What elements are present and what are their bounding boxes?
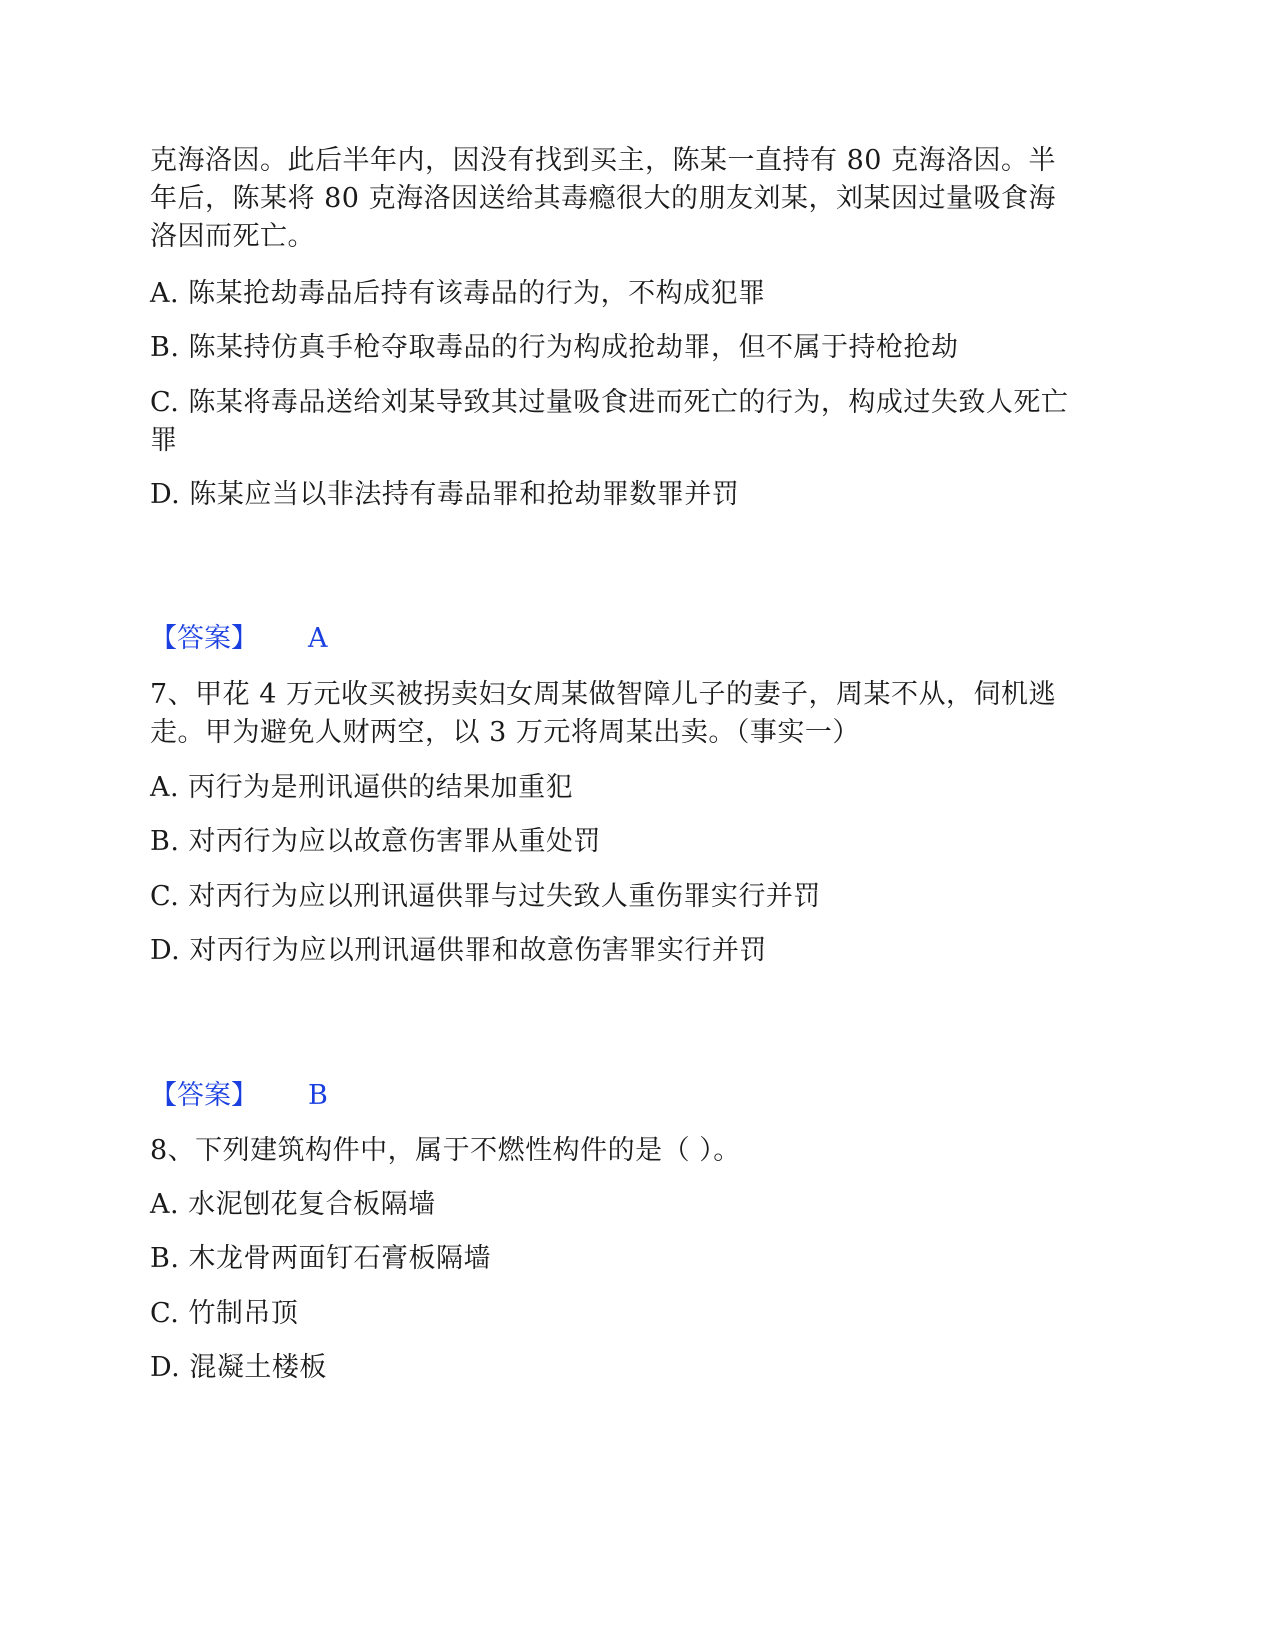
q6-answer [150,621,328,657]
q7-option-b: B. 对丙行为应以故意伤害罪从重处罚 [150,826,602,857]
q8-option-d: D. 混凝土楼板 [150,1352,327,1383]
q7-option-d: D. 对丙行为应以刑讯逼供罪和故意伤害罪实行并罚 [150,935,767,966]
q6-option-b: B. 陈某持仿真手枪夺取毒品的行为构成抢劫罪，但不属于持枪抢劫 [150,332,959,363]
q6-option-d: D. 陈某应当以非法持有毒品罪和抢劫罪数罪并罚 [150,479,740,510]
q6-option-c: C. 陈某将毒品送给刘某导致其过量吸食进而死亡的行为，构成过失致人死亡 [150,387,1069,418]
q8-option-b: B. 木龙骨两面钉石膏板隔墙 [150,1243,492,1274]
document-page [150,0,1125,1650]
q7-answer [150,1078,328,1114]
q7-stem-line-2: 走。甲为避免人财两空，以 3 万元将周某出卖。（事实一） [150,717,860,748]
q7-stem-line-1: 7、甲花 4 万元收买被拐卖妇女周某做智障儿子的妻子，周某不从，伺机逃 [150,679,1057,710]
q7-option-c: C. 对丙行为应以刑讯逼供罪与过失致人重伤罪实行并罚 [150,881,821,912]
q8-stem-line-1: 8、下列建筑构件中，属于不燃性构件的是（ ）。 [150,1135,741,1166]
q8-option-c: C. 竹制吊顶 [150,1298,299,1329]
q6-stem-line-3: 洛因而死亡。 [150,221,315,252]
q6-answer-value: A [308,623,328,654]
q6-option-a: A. 陈某抢劫毒品后持有该毒品的行为，不构成犯罪 [150,278,766,309]
q7-answer-label: 【答案】 [150,1080,258,1111]
q6-stem-line-2: 年后，陈某将 80 克海洛因送给其毒瘾很大的朋友刘某，刘某因过量吸食海 [150,183,1057,214]
q6-stem-line-1: 克海洛因。此后半年内，因没有找到买主，陈某一直持有 80 克海洛因。半 [150,145,1057,176]
q8-option-a: A. 水泥刨花复合板隔墙 [150,1189,436,1220]
q6-answer-label: 【答案】 [150,623,258,654]
q7-answer-value: B [308,1080,328,1111]
q7-option-a: A. 丙行为是刑讯逼供的结果加重犯 [150,772,574,803]
q6-option-c-continued: 罪 [150,425,178,456]
